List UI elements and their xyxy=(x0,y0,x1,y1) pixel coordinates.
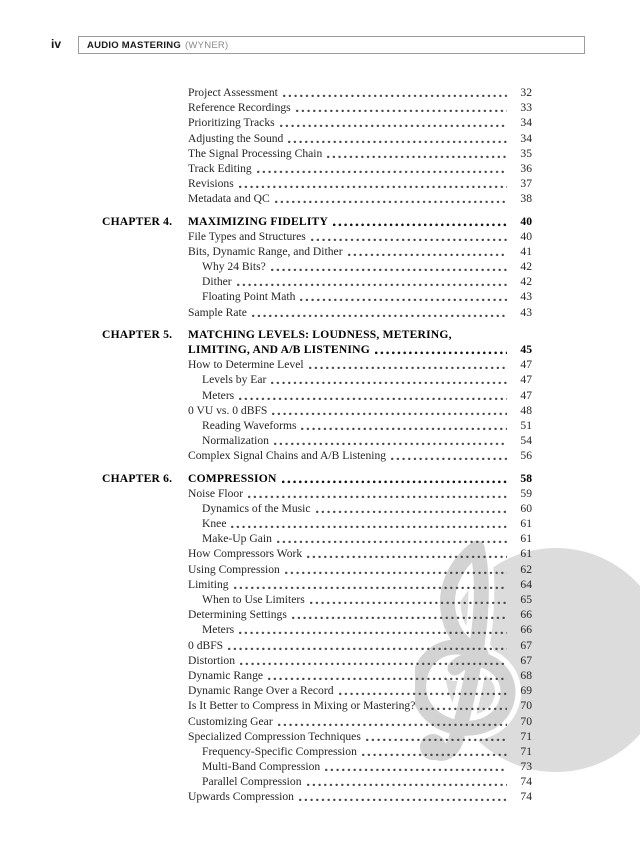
entry-page-number: 71 xyxy=(520,744,532,758)
entry-title: How Compressors Work xyxy=(188,547,303,561)
toc-entry-row xyxy=(188,259,532,274)
chapter-title: COMPRESSION xyxy=(188,471,277,485)
entry-title: Reading Waveforms xyxy=(202,418,297,432)
entry-title: The Signal Processing Chain xyxy=(188,146,323,160)
entry-title: Meters xyxy=(202,623,235,637)
toc-section xyxy=(102,214,532,320)
entry-title: File Types and Structures xyxy=(188,229,306,243)
entry-page-number: 40 xyxy=(520,229,532,243)
entry-title: Levels by Ear xyxy=(202,373,267,387)
entry-page-number: 58 xyxy=(520,471,532,485)
dot-leader xyxy=(366,729,507,744)
entry-title: Multi-Band Compression xyxy=(202,760,321,774)
toc-entry-row xyxy=(188,403,532,418)
dot-leader xyxy=(316,501,507,516)
table-of-contents xyxy=(102,85,532,805)
dot-leader xyxy=(278,714,507,729)
dot-leader xyxy=(274,433,507,448)
dot-leader xyxy=(268,668,507,683)
toc-entry-row xyxy=(188,698,532,713)
dot-leader xyxy=(239,388,507,403)
toc-entry-row xyxy=(188,289,532,304)
dot-leader xyxy=(275,191,507,206)
entry-title: How to Determine Level xyxy=(188,358,304,372)
toc-entry-row xyxy=(188,100,532,115)
entry-title: Knee xyxy=(202,517,227,531)
entry-title: Bits, Dynamic Range, and Dither xyxy=(188,244,343,258)
dot-leader xyxy=(288,131,507,146)
entry-title: Complex Signal Chains and A/B Listening xyxy=(188,449,387,463)
entry-title: Dither xyxy=(202,275,232,289)
toc-entry-row xyxy=(188,714,532,729)
dot-leader xyxy=(239,176,507,191)
entry-page-number: 56 xyxy=(520,449,532,463)
entry-title: Limiting xyxy=(188,577,229,591)
dot-leader xyxy=(300,289,507,304)
dot-leader xyxy=(239,622,507,637)
entry-page-number: 45 xyxy=(520,343,532,356)
toc-section xyxy=(102,471,532,805)
dot-leader xyxy=(228,638,507,653)
entry-page-number: 47 xyxy=(520,388,532,402)
toc-entry-row xyxy=(188,388,532,403)
dot-leader xyxy=(231,516,507,531)
entry-title: Why 24 Bits? xyxy=(202,260,266,274)
toc-entry-row xyxy=(188,244,532,259)
entry-title: When to Use Limiters xyxy=(202,593,305,606)
entry-page-number: 61 xyxy=(520,532,532,546)
toc-entry-row xyxy=(188,531,532,546)
dot-leader xyxy=(299,789,507,804)
dot-leader xyxy=(271,372,507,387)
entry-title: Dynamics of the Music xyxy=(202,501,311,515)
entry-title: Dynamic Range xyxy=(188,668,264,682)
entry-title: Meters xyxy=(202,388,235,402)
entry-page-number: 71 xyxy=(520,729,532,743)
toc-entry-row xyxy=(188,146,532,161)
entry-page-number: 64 xyxy=(520,577,532,591)
page-folio: iv xyxy=(51,37,62,51)
toc-entry-row xyxy=(188,486,532,501)
entry-page-number: 43 xyxy=(520,305,532,319)
entry-title: Noise Floor xyxy=(188,486,244,500)
running-head-author: (WYNER) xyxy=(185,39,229,51)
toc-section xyxy=(188,85,532,207)
entry-title: Determining Settings xyxy=(188,608,287,622)
toc-entry-row xyxy=(188,448,532,463)
entry-title: Revisions xyxy=(188,177,234,191)
chapter-label: CHAPTER 6. xyxy=(102,471,173,485)
entry-page-number: 42 xyxy=(520,260,532,274)
dot-leader xyxy=(248,486,507,501)
entry-page-number: 36 xyxy=(520,161,532,175)
toc-entry-row xyxy=(188,607,532,622)
toc-chapter-row xyxy=(188,342,532,357)
entry-title: Dynamic Range Over a Record xyxy=(188,684,334,698)
toc-entry-row xyxy=(188,683,532,698)
toc-entry-row xyxy=(188,577,532,592)
toc-entry-row xyxy=(188,161,532,176)
toc-entry-row xyxy=(188,592,532,607)
toc-entry-row xyxy=(188,668,532,683)
toc-entry-row xyxy=(188,191,532,206)
dot-leader xyxy=(310,592,507,607)
entry-title: 0 dBFS xyxy=(188,638,224,652)
dot-leader xyxy=(285,562,507,577)
entry-page-number: 43 xyxy=(520,290,532,304)
entry-page-number: 38 xyxy=(520,192,532,206)
entry-page-number: 74 xyxy=(520,775,532,789)
dot-leader xyxy=(309,357,507,372)
entry-page-number: 68 xyxy=(520,668,532,682)
toc-entry-row xyxy=(188,229,532,244)
dot-leader xyxy=(362,744,507,759)
entry-title: Frequency-Specific Compression xyxy=(202,744,357,758)
chapter-title: LIMITING, AND A/B LISTENING xyxy=(188,343,370,356)
dot-leader xyxy=(277,531,507,546)
running-head-title: AUDIO MASTERING xyxy=(87,39,181,51)
entry-title: Distortion xyxy=(188,653,236,667)
entry-title: Specialized Compression Techniques xyxy=(188,729,361,743)
dot-leader xyxy=(271,259,507,274)
entry-page-number: 47 xyxy=(520,373,532,387)
dot-leader xyxy=(252,305,507,320)
toc-entry-row xyxy=(188,305,532,320)
dot-leader xyxy=(296,100,507,115)
dot-leader xyxy=(234,577,507,592)
entry-title: Floating Point Math xyxy=(202,290,296,304)
entry-title: 0 VU vs. 0 dBFS xyxy=(188,403,268,417)
entry-page-number: 70 xyxy=(520,714,532,728)
dot-leader xyxy=(420,698,507,713)
entry-page-number: 61 xyxy=(520,517,532,531)
entry-title: Using Compression xyxy=(188,562,280,576)
entry-page-number: 67 xyxy=(520,653,532,667)
toc-section xyxy=(102,327,532,464)
entry-title: Sample Rate xyxy=(188,305,247,319)
toc-entry-row xyxy=(188,774,532,789)
toc-entry-row xyxy=(188,131,532,146)
entry-page-number: 32 xyxy=(520,86,532,99)
entry-page-number: 60 xyxy=(520,501,532,515)
toc-entry-row xyxy=(188,546,532,561)
dot-leader xyxy=(283,85,507,100)
toc-entry-row xyxy=(188,653,532,668)
entry-page-number: 47 xyxy=(520,358,532,372)
dot-leader xyxy=(325,759,507,774)
entry-page-number: 66 xyxy=(520,608,532,622)
entry-title: Upwards Compression xyxy=(188,790,294,804)
toc-chapter-row xyxy=(102,214,532,229)
dot-leader xyxy=(311,229,507,244)
entry-title: Normalization xyxy=(202,434,269,448)
dot-leader xyxy=(327,146,507,161)
entry-title: Adjusting the Sound xyxy=(188,131,284,145)
chapter-label: CHAPTER 5. xyxy=(102,327,173,341)
entry-page-number: 61 xyxy=(520,547,532,561)
entry-title: Reference Recordings xyxy=(188,101,291,115)
toc-entry-row xyxy=(188,357,532,372)
toc-entry-row xyxy=(188,744,532,759)
toc-chapter-row xyxy=(102,327,532,342)
entry-page-number: 74 xyxy=(520,790,532,804)
entry-page-number: 59 xyxy=(520,486,532,500)
toc-entry-row xyxy=(188,176,532,191)
entry-page-number: 51 xyxy=(520,418,532,432)
entry-page-number: 69 xyxy=(520,684,532,698)
entry-title: Track Editing xyxy=(188,161,252,175)
toc-entry-row xyxy=(188,418,532,433)
chapter-title: MAXIMIZING FIDELITY xyxy=(188,214,329,228)
dot-leader xyxy=(257,161,507,176)
entry-title: Is It Better to Compress in Mixing or Mastering? xyxy=(188,699,416,713)
dot-leader xyxy=(391,448,507,463)
dot-leader xyxy=(307,774,508,789)
entry-page-number: 37 xyxy=(520,177,532,191)
toc-entry-row xyxy=(188,638,532,653)
dot-leader xyxy=(301,418,507,433)
toc-chapter-row xyxy=(102,471,532,486)
toc-entry-row xyxy=(188,759,532,774)
entry-page-number: 34 xyxy=(520,131,532,145)
entry-page-number: 54 xyxy=(520,434,532,448)
entry-page-number: 42 xyxy=(520,275,532,289)
entry-page-number: 40 xyxy=(520,214,532,228)
entry-title: Metadata and QC xyxy=(188,192,270,206)
toc-entry-row xyxy=(188,562,532,577)
entry-page-number: 33 xyxy=(520,101,532,115)
entry-title: Project Assessment xyxy=(188,86,278,99)
entry-page-number: 35 xyxy=(520,146,532,160)
toc-entry-row xyxy=(188,501,532,516)
toc-entry-row xyxy=(188,516,532,531)
toc-entry-row xyxy=(188,85,532,100)
entry-page-number: 70 xyxy=(520,699,532,713)
entry-page-number: 65 xyxy=(520,593,532,606)
dot-leader xyxy=(348,244,507,259)
dot-leader xyxy=(307,546,507,561)
dot-leader xyxy=(237,274,507,289)
entry-title: Prioritizing Tracks xyxy=(188,116,275,130)
entry-page-number: 67 xyxy=(520,638,532,652)
entry-page-number: 48 xyxy=(520,403,532,417)
entry-title: Parallel Compression xyxy=(202,775,302,789)
entry-page-number: 34 xyxy=(520,116,532,130)
entry-title: Make-Up Gain xyxy=(202,532,272,546)
dot-leader xyxy=(240,653,507,668)
dot-leader xyxy=(282,471,507,486)
dot-leader xyxy=(280,115,507,130)
entry-page-number: 62 xyxy=(520,562,532,576)
entry-page-number: 66 xyxy=(520,623,532,637)
toc-entry-row xyxy=(188,622,532,637)
toc-entry-row xyxy=(188,115,532,130)
dot-leader xyxy=(333,214,507,229)
toc-entry-row xyxy=(188,729,532,744)
toc-entry-row xyxy=(188,789,532,804)
toc-entry-row xyxy=(188,372,532,387)
chapter-label: CHAPTER 4. xyxy=(102,214,173,228)
toc-entry-row xyxy=(188,274,532,289)
chapter-title: MATCHING LEVELS: LOUDNESS, METERING, xyxy=(188,327,452,341)
running-head-box xyxy=(78,36,585,54)
dot-leader xyxy=(272,403,507,418)
entry-page-number: 41 xyxy=(520,244,532,258)
entry-title: Customizing Gear xyxy=(188,714,273,728)
dot-leader xyxy=(292,607,507,622)
dot-leader xyxy=(339,683,507,698)
entry-page-number: 73 xyxy=(520,760,532,774)
dot-leader xyxy=(375,342,507,357)
toc-entry-row xyxy=(188,433,532,448)
